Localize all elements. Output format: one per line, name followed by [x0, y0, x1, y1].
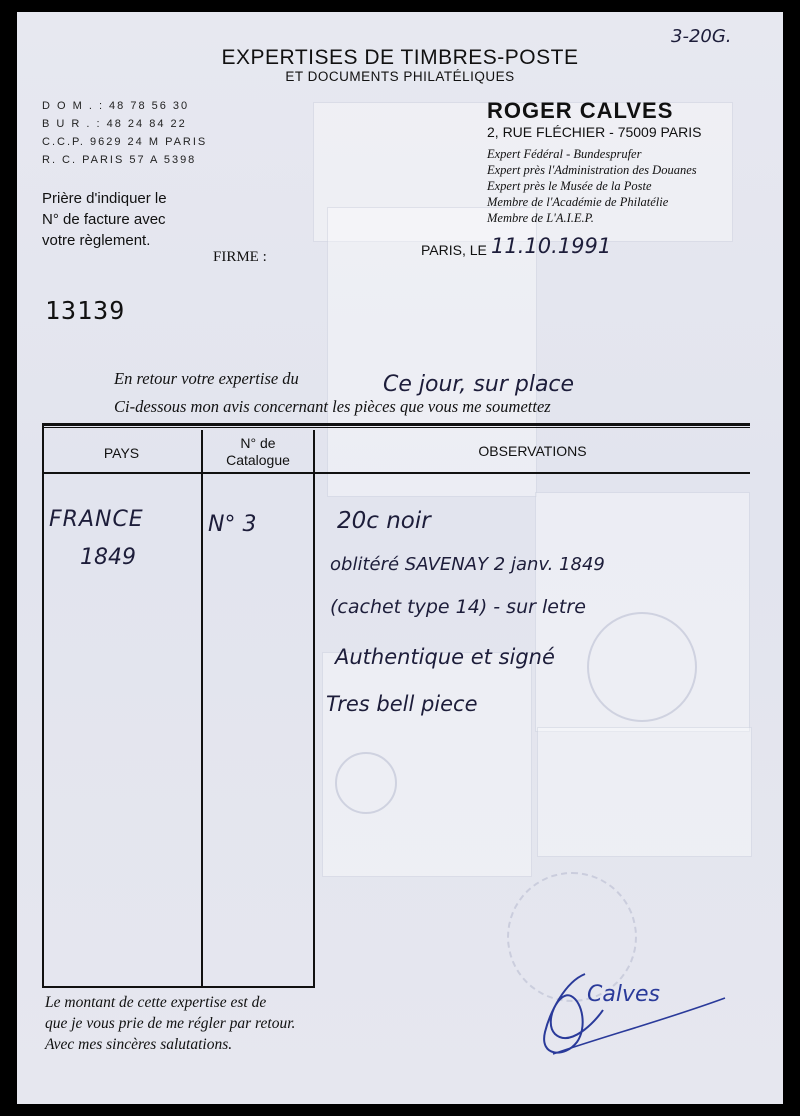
expertise-certificate [17, 12, 783, 1104]
ghost-postmark-small [335, 752, 397, 814]
table-top-rule [42, 423, 750, 426]
column-header-pays: PAYS [103, 445, 140, 461]
expertise-date-handwritten: Ce jour, sur place [383, 372, 575, 397]
contact-codes [42, 100, 207, 172]
catalogue-value: N° 3 [208, 512, 257, 537]
closing-line: Avec mes sincères salutations. [45, 1036, 233, 1053]
date-value: 11.10.1991 [491, 234, 612, 258]
phone-home: D O M . : 48 78 56 30 [42, 100, 190, 112]
expert-title: Membre de l'Académie de Philatélie [487, 195, 669, 209]
notice-line: N° de facture avec [42, 211, 166, 228]
ghost-postmark [587, 612, 697, 722]
firme-label: FIRME : [213, 249, 267, 265]
document-subtitle: ET DOCUMENTS PHILATÉLIQUES [285, 69, 515, 84]
ghost-letter-corner [537, 727, 752, 857]
closing-line: que je vous prie de me régler par retour. [45, 1015, 296, 1032]
column-header-observations: OBSERVATIONS [478, 443, 587, 459]
column-divider [313, 430, 315, 988]
table-top-rule-thin [42, 427, 750, 428]
column-divider [201, 430, 203, 988]
expert-address: 2, RUE FLÉCHIER - 75009 PARIS [487, 124, 702, 140]
signature-drawing [525, 962, 735, 1072]
notice-line: Prière d'indiquer le [42, 190, 167, 207]
intro-line-2: Ci-dessous mon avis concernant les pièces que vous me soumettez [114, 397, 551, 416]
expert-title: Expert près le Musée de la Poste [487, 179, 652, 193]
observation-line: Tres bell piece [326, 692, 478, 716]
ccp-number: C.C.P. 9629 24 M PARIS [42, 136, 208, 148]
column-header-catalogue [203, 435, 313, 469]
date-label: PARIS, LE [421, 242, 487, 258]
document-title: EXPERTISES DE TIMBRES-POSTE [221, 46, 579, 69]
payment-notice [42, 188, 167, 251]
catalogue-header-line: N° de [240, 435, 276, 451]
table-left-border [42, 423, 44, 988]
closing-text [45, 992, 295, 1055]
pays-value: FRANCE [49, 507, 144, 532]
expert-title: Membre de L'A.I.E.P. [487, 211, 594, 225]
observation-line: oblitéré SAVENAY 2 janv. 1849 [330, 554, 605, 575]
expert-titles [487, 146, 697, 226]
catalogue-header-line: Catalogue [226, 452, 290, 468]
notice-line: votre règlement. [42, 232, 151, 249]
observation-line: (cachet type 14) - sur letre [330, 596, 586, 618]
invoice-number: 13139 [45, 296, 126, 325]
table-bottom-rule [42, 986, 315, 988]
expert-title: Expert Fédéral - Bundesprufer [487, 147, 642, 161]
signature: Calves [587, 982, 660, 1007]
expert-title: Expert près l'Administration des Douanes [487, 163, 697, 177]
expert-name: ROGER CALVES [487, 98, 674, 123]
corner-note: 3-20G. [671, 26, 732, 47]
rc-number: R. C. PARIS 57 A 5398 [42, 154, 197, 166]
closing-line: Le montant de cette expertise est de [45, 994, 267, 1011]
observation-line: 20c noir [337, 508, 431, 534]
table-header-rule [42, 472, 750, 474]
pays-year: 1849 [80, 545, 136, 570]
phone-office: B U R . : 48 24 84 22 [42, 118, 187, 130]
observation-line: Authentique et signé [335, 645, 555, 669]
intro-line-1: En retour votre expertise du [114, 369, 299, 388]
